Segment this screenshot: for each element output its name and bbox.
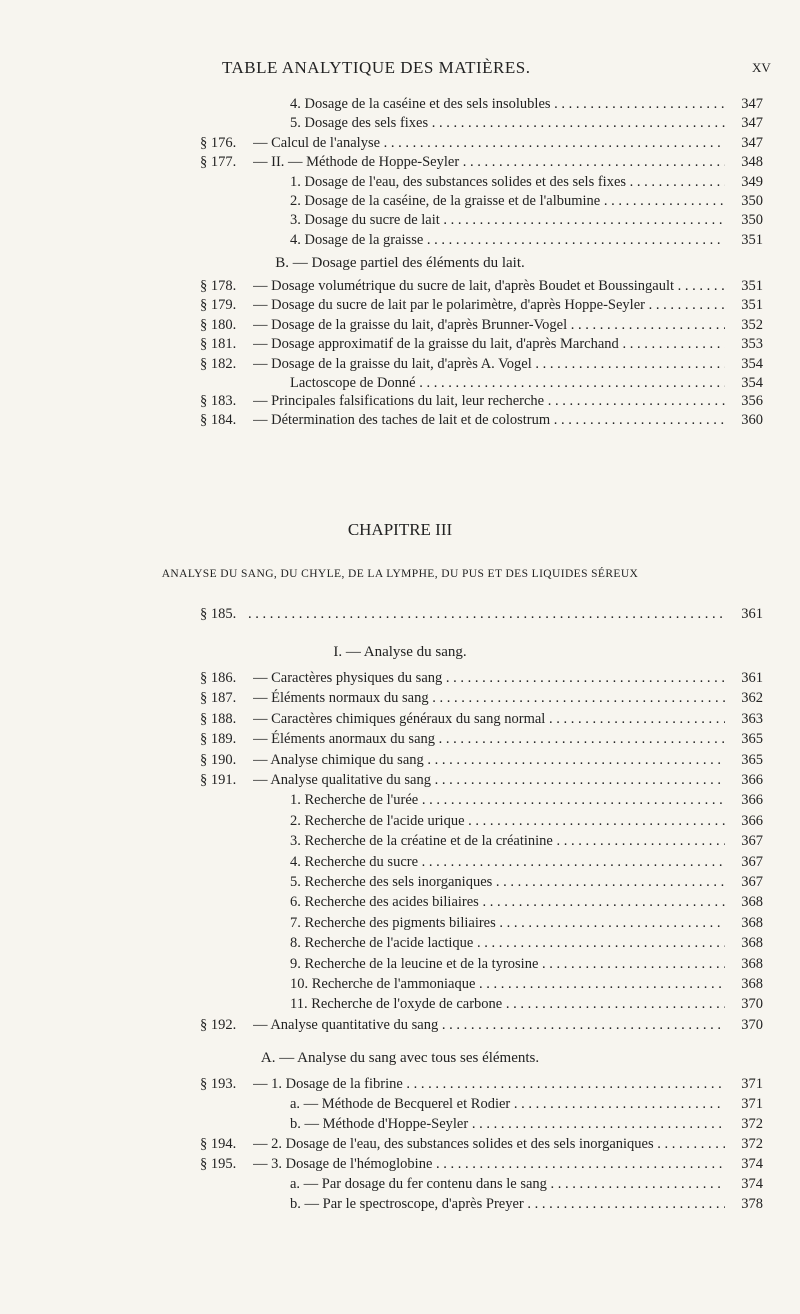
toc-page-number: 362 [741, 690, 763, 707]
toc-entry [0, 1174, 800, 1194]
toc-entry-title: 4. Dosage de la graisse . . . [290, 230, 725, 250]
toc-entry [0, 872, 800, 892]
toc-entry-title: 2. Recherche de l'acide urique . . . [290, 811, 725, 831]
toc-section-number: § 189. [200, 731, 237, 748]
toc-page-number: 374 [741, 1176, 763, 1192]
toc-entry-title: 7. Recherche des pigments biliaires . . . [290, 913, 725, 933]
toc-entry-title: — Calcul de l'analyse . . . [253, 133, 725, 153]
toc-entry [0, 410, 800, 430]
toc-page-number: 371 [741, 1076, 763, 1092]
toc-page-number: 363 [741, 710, 763, 727]
toc-entry-title: 3. Dosage du sucre de lait . . . [290, 210, 725, 230]
toc-entry-title: 3. Recherche de la créatine et de la créatinine . . . [290, 831, 725, 851]
toc-page-number: 370 [741, 1016, 763, 1033]
toc-entry [0, 688, 800, 708]
toc-page-number: 374 [741, 1156, 763, 1172]
toc-entry [0, 770, 800, 790]
toc-page-number: 354 [741, 355, 763, 372]
toc-entry [0, 933, 800, 953]
toc-section-number: § 190. [200, 751, 237, 768]
toc-page-number: 350 [741, 212, 763, 229]
toc-page-number: 348 [741, 154, 763, 171]
toc-page-number: 367 [741, 833, 763, 850]
toc-section-number: § 192. [200, 1016, 237, 1033]
toc-entry-title: 9. Recherche de la leucine et de la tyrosine . . . [290, 954, 725, 974]
toc-section-number: § 182. [200, 355, 237, 372]
toc-entry [0, 1094, 800, 1114]
toc-entry [0, 790, 800, 810]
toc-entry [0, 210, 800, 230]
toc-entry [0, 709, 800, 729]
toc-entry-title: 4. Recherche du sucre . . . [290, 852, 725, 872]
toc-page-number: 347 [741, 96, 763, 112]
toc-entry [0, 750, 800, 770]
toc-entry [0, 94, 800, 114]
toc-entry [0, 604, 800, 624]
toc-entry [0, 354, 800, 374]
toc-entry-title: 2. Dosage de la caséine, de la graisse et de l'albumine . . . [290, 191, 725, 211]
toc-entry [0, 113, 800, 133]
toc-entry [0, 152, 800, 172]
toc-entry-title: a. — Par dosage du fer contenu dans le sang . . . [290, 1174, 725, 1194]
toc-page-number: 351 [741, 231, 763, 248]
toc-entry-title: 6. Recherche des acides biliaires . . . [290, 892, 725, 912]
toc-entry-title: — Éléments anormaux du sang . . . [253, 729, 725, 749]
toc-entry [0, 276, 800, 296]
subheading-b: B. — Dosage partiel des éléments du lait. [275, 255, 525, 271]
toc-entry [0, 1114, 800, 1134]
toc-section-number: § 183. [200, 393, 237, 409]
toc-entry-title: — Analyse qualitative du sang . . . [253, 770, 725, 790]
toc-page-number: 368 [741, 955, 763, 972]
toc-page-number: 368 [741, 914, 763, 931]
subheading-a: A. — Analyse du sang avec tous ses éléments. [260, 1050, 540, 1066]
toc-entry-title: a. — Méthode de Becquerel et Rodier . . . [290, 1094, 725, 1114]
header-title: TABLE ANALYTIQUE DES MATIÈRES. [222, 58, 531, 77]
subheading-i: I. — Analyse du sang. [333, 644, 467, 660]
toc-section-number: § 178. [200, 278, 237, 294]
toc-entry-title: b. — Méthode d'Hoppe-Seyler . . . [290, 1114, 725, 1134]
toc-section-number: § 195. [200, 1156, 237, 1172]
toc-entry [0, 191, 800, 211]
toc-page-number: 356 [741, 393, 763, 409]
toc-page-number: 352 [741, 316, 763, 333]
toc-page-number: 366 [741, 772, 763, 788]
toc-entry-title: — Détermination des taches de lait et de colostrum . . . [253, 410, 725, 430]
toc-entry-title: — Analyse quantitative du sang . . . [253, 1015, 725, 1035]
toc-section-number: § 179. [200, 297, 237, 314]
chapter-title: CHAPITRE III [347, 520, 453, 539]
toc-page-number: 368 [741, 935, 763, 952]
header-page-number: XV [752, 60, 771, 75]
toc-section-number: § 180. [200, 316, 237, 333]
toc-page-number: 351 [741, 278, 763, 294]
toc-page-number: 361 [741, 670, 763, 686]
toc-entry-title: — Éléments normaux du sang . . . [253, 688, 725, 708]
toc-entry-title: 8. Recherche de l'acide lactique . . . [290, 933, 725, 953]
toc-entry [0, 133, 800, 153]
toc-entry [0, 729, 800, 749]
toc-entry-title: 4. Dosage de la caséine et des sels insolubles . . . [290, 94, 725, 114]
toc-entry [0, 892, 800, 912]
toc-section-number: § 176. [200, 134, 237, 151]
toc-entry [0, 1134, 800, 1154]
toc-entry-title: — 2. Dosage de l'eau, des substances solides et des sels inorganiques . . . [253, 1134, 725, 1154]
toc-page-number: 368 [741, 894, 763, 911]
toc-entry-title: — Dosage volumétrique du sucre de lait, d'après Boudet et Boussingault . . . [253, 276, 725, 296]
toc-section-number: § 191. [200, 772, 237, 788]
toc-page-number: 353 [741, 336, 763, 353]
toc-page-number: 347 [741, 134, 763, 151]
toc-entry-title: — Dosage de la graisse du lait, d'après Brunner-Vogel . . . [253, 315, 725, 335]
toc-page-number: 361 [741, 606, 763, 622]
toc-entry-title [248, 604, 725, 624]
toc-entry-title: 1. Recherche de l'urée . . . [290, 790, 725, 810]
toc-entry [0, 391, 800, 411]
toc-section-number: § 193. [200, 1076, 237, 1092]
toc-entry-title: — Caractères chimiques généraux du sang normal . . . [253, 709, 725, 729]
toc-section-number: § 187. [200, 690, 237, 707]
toc-page-number: 360 [741, 412, 763, 429]
toc-page-number: 366 [741, 792, 763, 809]
toc-entry-title: 5. Recherche des sels inorganiques . . . [290, 872, 725, 892]
toc-section-number: § 186. [200, 670, 237, 686]
toc-page-number: 371 [741, 1096, 763, 1112]
toc-section-number: § 188. [200, 710, 237, 727]
toc-entry [0, 295, 800, 315]
toc-entry-title: 1. Dosage de l'eau, des substances solides et des sels fixes . . . [290, 172, 725, 192]
toc-page-number: 378 [741, 1196, 763, 1212]
toc-entry [0, 1154, 800, 1174]
toc-page-number: 365 [741, 751, 763, 768]
toc-page-number: 370 [741, 996, 763, 1013]
toc-entry [0, 831, 800, 851]
toc-entry-title: 5. Dosage des sels fixes . . . [290, 113, 725, 133]
toc-entry [0, 994, 800, 1014]
toc-entry-title: — Dosage approximatif de la graisse du lait, d'après Marchand . . . [253, 334, 725, 354]
toc-entry-title: — Dosage du sucre de lait par le polarimètre, d'après Hoppe-Seyler . . . [253, 295, 725, 315]
toc-entry-title: — Caractères physiques du sang . . . [253, 668, 725, 688]
toc-entry-title: — 3. Dosage de l'hémoglobine . . . [253, 1154, 725, 1174]
running-header [0, 58, 800, 82]
toc-section-number: § 181. [200, 336, 237, 353]
toc-page-number: 367 [741, 874, 763, 890]
toc-entry [0, 1194, 800, 1214]
toc-entry-title: Lactoscope de Donné . . . [290, 373, 725, 393]
toc-section-number: § 184. [200, 412, 237, 429]
toc-entry-title: 11. Recherche de l'oxyde de carbone . . . [290, 994, 725, 1014]
toc-entry-title: — 1. Dosage de la fibrine . . . [253, 1074, 725, 1094]
toc-entry [0, 1015, 800, 1035]
toc-page-number: 365 [741, 731, 763, 748]
toc-entry [0, 373, 800, 393]
toc-page-number: 372 [741, 1136, 763, 1152]
toc-section-number: § 185. [200, 606, 237, 622]
toc-page-number: 372 [741, 1116, 763, 1132]
toc-entry-title: — II. — Méthode de Hoppe-Seyler . . . [253, 152, 725, 172]
toc-page-number: 354 [741, 375, 763, 391]
toc-section-number: § 194. [200, 1136, 237, 1152]
chapter-subtitle: ANALYSE DU SANG, DU CHYLE, DE LA LYMPHE, DU PUS ET DES LIQUIDES SÉREUX [161, 568, 639, 580]
toc-entry-title: — Dosage de la graisse du lait, d'après A. Vogel . . . [253, 354, 725, 374]
toc-entry-title: b. — Par le spectroscope, d'après Preyer . . . [290, 1194, 725, 1214]
toc-entry [0, 172, 800, 192]
toc-page-number: 366 [741, 812, 763, 829]
toc-page-number: 350 [741, 193, 763, 209]
toc-entry [0, 913, 800, 933]
toc-entry-title: — Principales falsifications du lait, leur recherche . . . [253, 391, 725, 411]
toc-section-number: § 177. [200, 154, 237, 171]
toc-page-number: 349 [741, 173, 763, 190]
toc-entry [0, 230, 800, 250]
toc-entry-title: 10. Recherche de l'ammoniaque . . . [290, 974, 725, 994]
toc-page-number: 368 [741, 976, 763, 992]
toc-entry [0, 974, 800, 994]
toc-entry [0, 1074, 800, 1094]
toc-entry-title: — Analyse chimique du sang . . . [253, 750, 725, 770]
toc-page-number: 351 [741, 297, 763, 314]
toc-page-number: 347 [741, 115, 763, 132]
toc-entry [0, 954, 800, 974]
toc-entry [0, 852, 800, 872]
toc-page-number: 367 [741, 853, 763, 870]
toc-entry [0, 334, 800, 354]
toc-entry [0, 811, 800, 831]
toc-entry [0, 315, 800, 335]
toc-entry [0, 668, 800, 688]
